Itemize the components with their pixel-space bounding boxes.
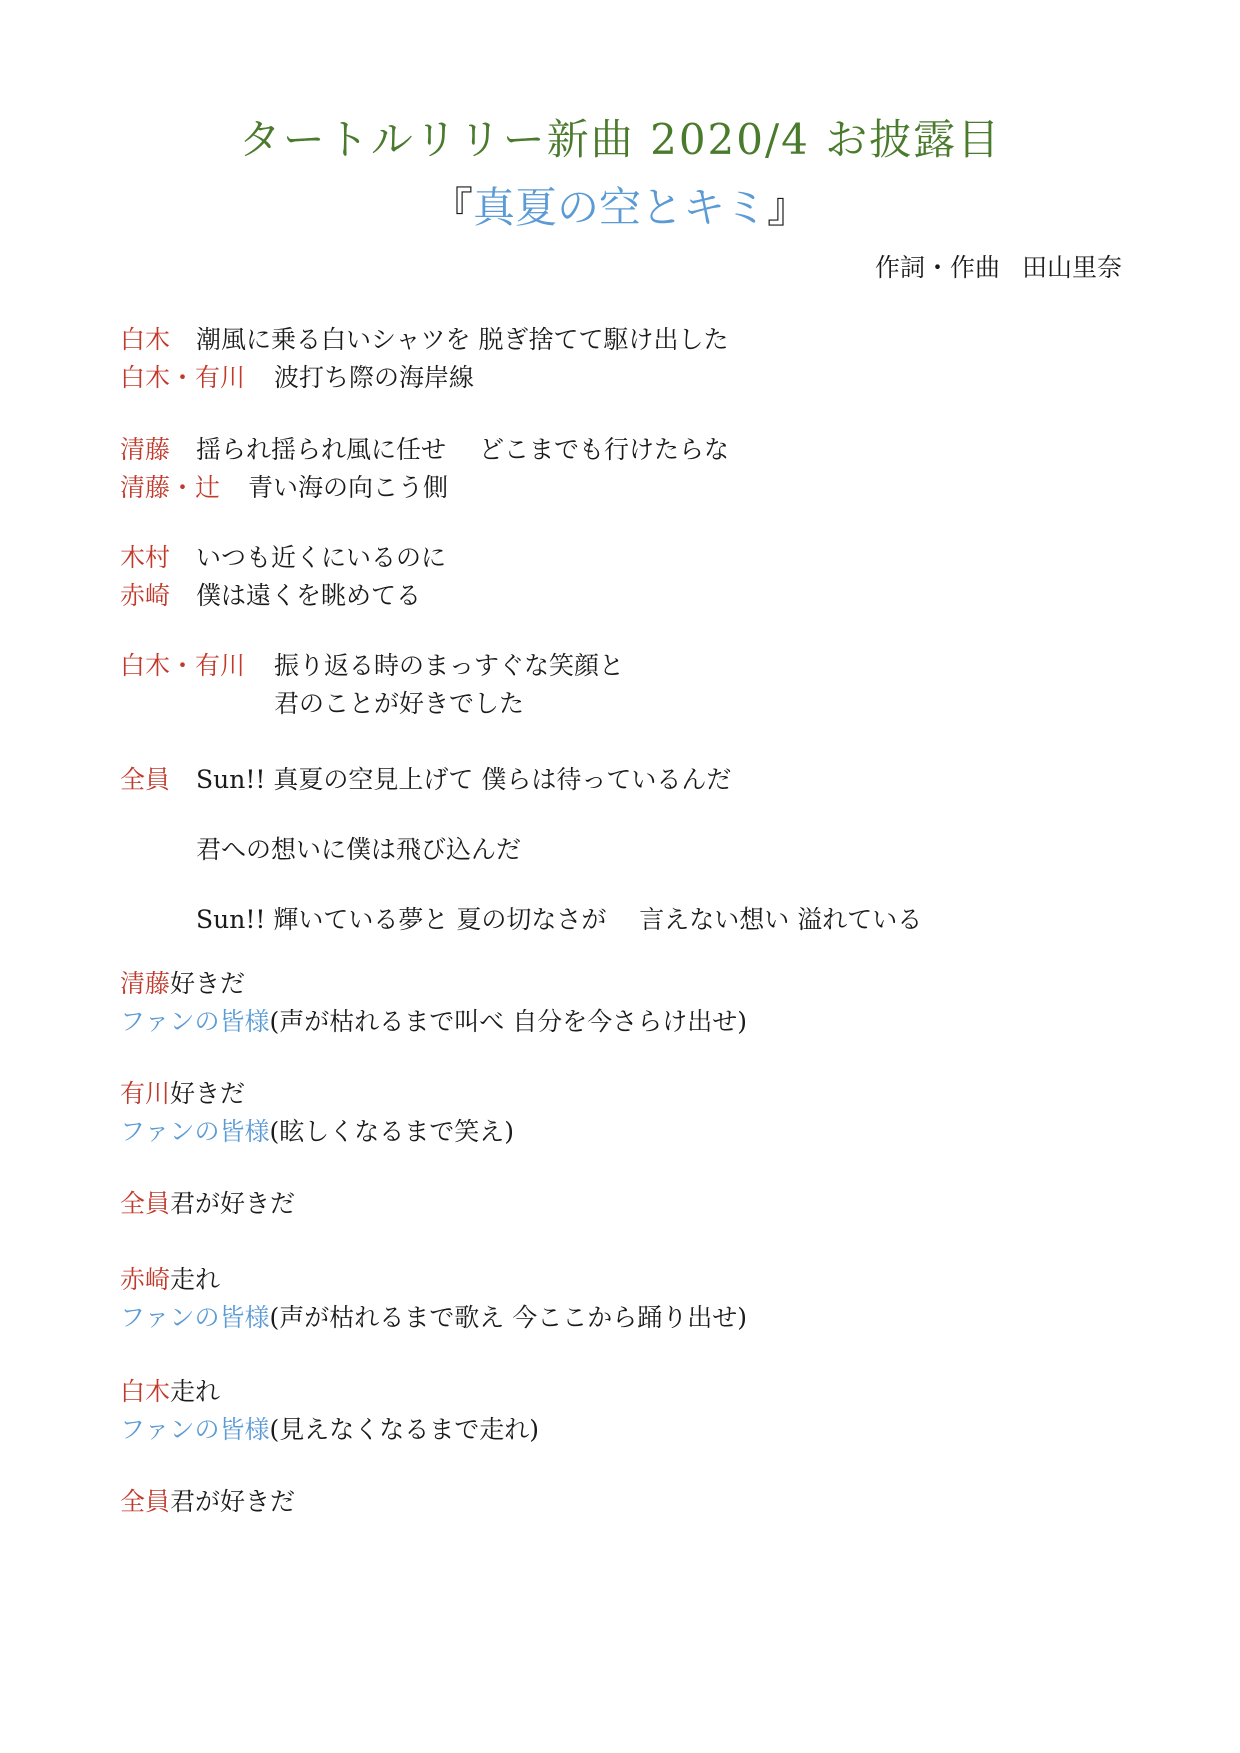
lyric-line [120,686,524,722]
lyric-line [120,1262,220,1298]
singer-label: 白木 [120,325,171,354]
lyric-text: 振り返る時のまっすぐな笑顔と [274,651,625,680]
singer-label: 赤崎 [120,581,171,610]
lyric-line [120,322,728,358]
lyric-line [120,648,624,684]
credit-name: 田山里奈 [1021,253,1122,282]
credit-label: 作詞・作曲 [874,253,1000,282]
song-title [0,180,1240,236]
lyric-text: Sun!! 輝いている夢と 夏の切なさが 言えない想い 溢れている [196,905,923,934]
singer-label: 木村 [120,543,171,572]
lyric-text: いつも近くにいるのに [196,543,447,572]
bracket-open: 『 [430,183,473,232]
singer-label: 白木 [120,1377,171,1406]
singer-label: 全員 [120,1189,171,1218]
lyric-text: (見えなくなるまで走れ) [269,1415,540,1444]
fan-label: ファンの皆様 [120,1415,270,1444]
lyric-text: 揺られ揺られ風に任せ どこまでも行けたらな [196,435,729,464]
lyric-text: 青い海の向こう側 [248,473,449,502]
lyric-line [120,540,446,576]
lyric-text: 君が好きだ [170,1487,296,1516]
singer-label: 白木・有川 [120,363,246,392]
singer-label: 清藤・辻 [120,473,221,502]
lyric-text: (声が枯れるまで叫べ 自分を今さらけ出せ) [269,1007,747,1036]
lyric-text: 走れ [170,1265,221,1294]
lyric-line [120,1114,514,1150]
singer-label: 全員 [120,1487,171,1516]
fan-label: ファンの皆様 [120,1117,270,1146]
lyric-text: Sun!! 真夏の空見上げて 僕らは待っているんだ [196,765,732,794]
lyric-line [120,1004,747,1040]
singer-label: 清藤 [120,435,171,464]
lyric-text: 潮風に乗る白いシャツを 脱ぎ捨てて駆け出した [196,325,729,354]
lyric-text: 好きだ [170,1079,246,1108]
lyric-text: 好きだ [170,969,246,998]
lyric-line [120,360,474,396]
bracket-close: 』 [767,183,810,232]
lyric-text: 僕は遠くを眺めてる [196,581,422,610]
lyric-line [120,1374,220,1410]
singer-label: 白木・有川 [120,651,246,680]
singer-label: 有川 [120,1079,171,1108]
lyric-line [120,902,922,938]
lyric-line [120,1484,295,1520]
lyric-line [120,432,729,468]
fan-label: ファンの皆様 [120,1007,270,1036]
singer-label: 赤崎 [120,1265,171,1294]
lyric-line [120,1186,295,1222]
lyric-text: 君への想いに僕は飛び込んだ [196,835,522,864]
lyric-text: (眩しくなるまで笑え) [269,1117,515,1146]
singer-label: 清藤 [120,969,171,998]
lyric-line [120,762,731,798]
lyric-line [120,966,245,1002]
lyric-line [120,578,421,614]
credit [875,250,1122,286]
lyric-text: 走れ [170,1377,221,1406]
lyric-text: (声が枯れるまで歌え 今ここから踊り出せ) [269,1303,747,1332]
fan-label: ファンの皆様 [120,1303,270,1332]
page-title: タートルリリー新曲 2020/4 お披露目 [238,115,1002,164]
lyric-line [120,470,448,506]
lyric-text: 波打ち際の海岸線 [274,363,475,392]
lyric-line [120,1300,747,1336]
lyric-line [120,832,521,868]
lyric-line [120,1412,539,1448]
song-title-text: 真夏の空とキミ [472,183,767,232]
lyric-line [120,1076,245,1112]
lyric-text: 君が好きだ [170,1189,296,1218]
lyric-text: 君のことが好きでした [274,689,525,718]
singer-label: 全員 [120,765,171,794]
